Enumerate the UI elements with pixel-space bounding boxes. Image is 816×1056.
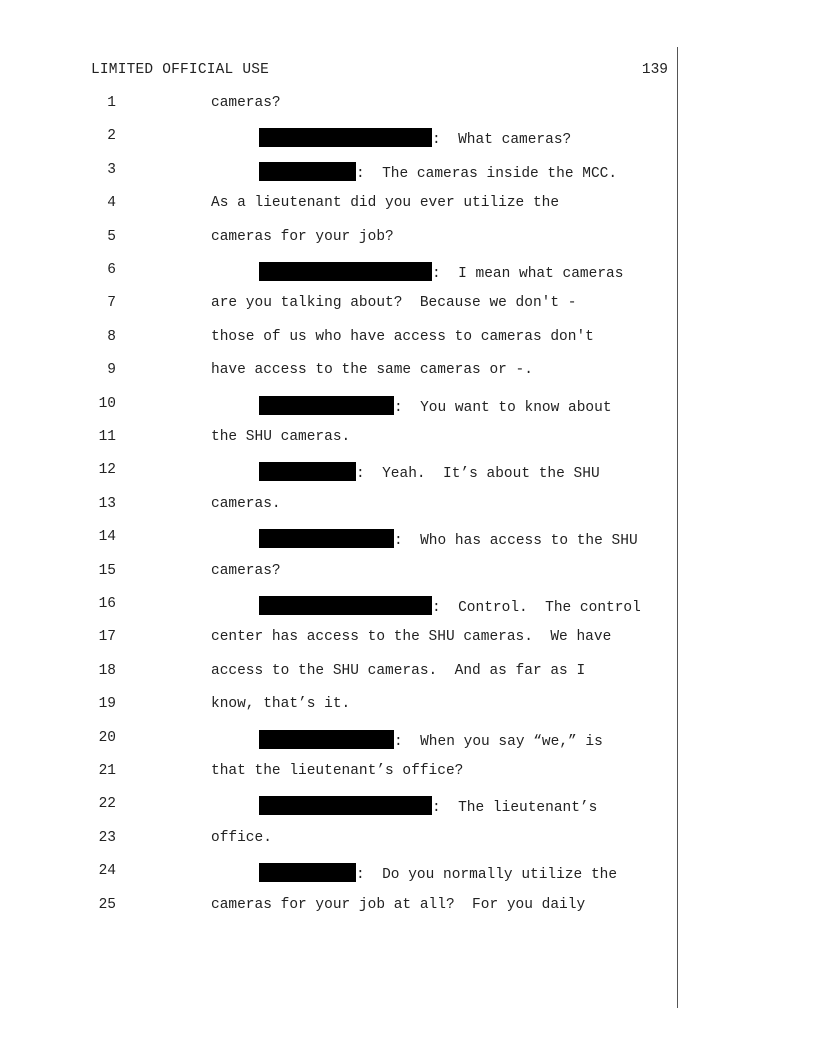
speaker-line bbox=[259, 529, 638, 549]
speaker-line bbox=[259, 128, 571, 148]
redacted-speaker-name bbox=[259, 596, 432, 615]
speaker-line bbox=[259, 730, 603, 750]
line-number: 9 bbox=[107, 362, 116, 379]
transcript-line bbox=[0, 95, 816, 115]
line-text bbox=[211, 329, 594, 345]
transcript-line bbox=[0, 596, 816, 616]
transcript-line bbox=[0, 529, 816, 549]
redacted-speaker-name bbox=[259, 529, 394, 548]
line-number: 1 bbox=[107, 95, 116, 111]
line-text bbox=[211, 663, 585, 679]
line-content: cameras for your job? bbox=[211, 228, 394, 245]
transcript-line bbox=[0, 730, 816, 750]
redacted-speaker-name bbox=[259, 128, 432, 147]
speaker-line bbox=[259, 396, 612, 416]
transcript-line bbox=[0, 362, 816, 382]
line-number: 14 bbox=[98, 529, 116, 546]
page-number: 139 bbox=[641, 62, 668, 78]
line-content: the SHU cameras. bbox=[211, 429, 351, 445]
redacted-speaker-name bbox=[259, 730, 394, 749]
redacted-speaker-name bbox=[259, 462, 356, 481]
line-text bbox=[211, 763, 463, 779]
line-number: 6 bbox=[107, 262, 116, 278]
line-number: 3 bbox=[107, 161, 116, 178]
speaker-line bbox=[259, 796, 597, 816]
line-content: : What cameras? bbox=[432, 132, 572, 149]
line-number: 15 bbox=[98, 562, 116, 579]
line-text bbox=[211, 696, 350, 712]
line-text bbox=[211, 295, 576, 311]
line-number: 18 bbox=[98, 662, 116, 679]
line-text bbox=[211, 195, 559, 211]
speaker-line bbox=[259, 462, 600, 482]
line-content: cameras? bbox=[211, 562, 281, 579]
line-text bbox=[211, 229, 394, 245]
transcript-line bbox=[0, 897, 816, 917]
line-content: : Do you normally utilize the bbox=[356, 867, 618, 884]
line-number: 21 bbox=[98, 763, 116, 779]
line-content: cameras. bbox=[211, 495, 281, 512]
transcript-line bbox=[0, 763, 816, 783]
line-number: 20 bbox=[98, 729, 116, 746]
redacted-speaker-name bbox=[259, 863, 356, 882]
line-content: : Control. The control bbox=[432, 600, 641, 616]
line-content: have access to the same cameras or -. bbox=[211, 362, 533, 379]
line-number: 19 bbox=[98, 696, 116, 713]
line-text bbox=[211, 629, 611, 645]
transcript-line bbox=[0, 496, 816, 516]
transcript-line bbox=[0, 796, 816, 816]
transcript-line bbox=[0, 563, 816, 583]
transcript-line bbox=[0, 863, 816, 883]
line-number: 24 bbox=[98, 863, 116, 880]
transcript-line bbox=[0, 329, 816, 349]
line-text bbox=[211, 95, 281, 111]
line-content: As a lieutenant did you ever utilize the bbox=[211, 195, 560, 212]
speaker-line bbox=[259, 162, 617, 182]
line-text bbox=[211, 429, 350, 445]
line-number: 11 bbox=[98, 429, 116, 445]
transcript-line bbox=[0, 629, 816, 649]
line-number: 12 bbox=[98, 462, 116, 479]
line-number: 2 bbox=[107, 128, 116, 145]
redacted-speaker-name bbox=[259, 796, 432, 815]
line-text bbox=[211, 362, 533, 378]
line-text bbox=[211, 496, 281, 512]
speaker-line bbox=[259, 596, 641, 616]
redacted-speaker-name bbox=[259, 396, 394, 415]
line-content: : When you say “we,” is bbox=[394, 733, 603, 750]
line-content: are you talking about? Because we don't - bbox=[211, 295, 577, 312]
transcript-line bbox=[0, 229, 816, 249]
line-content: : You want to know about bbox=[394, 399, 612, 416]
line-number: 13 bbox=[98, 495, 116, 512]
line-content: : I mean what cameras bbox=[432, 266, 624, 282]
line-number: 8 bbox=[107, 328, 116, 345]
transcript-line bbox=[0, 128, 816, 148]
line-text bbox=[211, 563, 281, 579]
line-content: office. bbox=[211, 829, 272, 846]
redacted-speaker-name bbox=[259, 262, 432, 281]
line-content: cameras? bbox=[211, 95, 281, 111]
line-content: : The cameras inside the MCC. bbox=[356, 165, 618, 182]
line-content: center has access to the SHU cameras. We have bbox=[211, 629, 612, 646]
speaker-line bbox=[259, 262, 623, 282]
transcript-line bbox=[0, 295, 816, 315]
transcript-line bbox=[0, 262, 816, 282]
line-content: : The lieutenant’s bbox=[432, 800, 598, 817]
line-number: 25 bbox=[98, 896, 116, 913]
transcript-line bbox=[0, 462, 816, 482]
line-number: 23 bbox=[98, 829, 116, 846]
line-content: those of us who have access to cameras don't bbox=[211, 328, 594, 345]
line-number: 22 bbox=[98, 796, 116, 813]
line-content: access to the SHU cameras. And as far as I bbox=[211, 662, 586, 679]
line-content: know, that’s it. bbox=[211, 696, 351, 713]
line-number: 17 bbox=[98, 629, 116, 646]
line-content: : Yeah. It’s about the SHU bbox=[356, 466, 600, 483]
speaker-line bbox=[259, 863, 617, 883]
line-number: 16 bbox=[98, 596, 116, 612]
line-content: cameras for your job at all? For you daily bbox=[211, 896, 586, 913]
line-number: 5 bbox=[107, 228, 116, 245]
transcript-line bbox=[0, 162, 816, 182]
line-content: that the lieutenant’s office? bbox=[211, 763, 464, 779]
classification-header: LIMITED OFFICIAL USE bbox=[91, 62, 270, 78]
line-content: : Who has access to the SHU bbox=[394, 533, 638, 550]
redacted-speaker-name bbox=[259, 162, 356, 181]
transcript-line bbox=[0, 396, 816, 416]
transcript-line bbox=[0, 696, 816, 716]
line-number: 4 bbox=[107, 195, 116, 212]
transcript-line bbox=[0, 429, 816, 449]
line-number: 7 bbox=[107, 295, 116, 312]
transcript-line bbox=[0, 195, 816, 215]
line-text bbox=[211, 830, 272, 846]
line-text bbox=[211, 897, 585, 913]
transcript-line bbox=[0, 830, 816, 850]
transcript-line bbox=[0, 663, 816, 683]
line-number: 10 bbox=[98, 395, 116, 412]
